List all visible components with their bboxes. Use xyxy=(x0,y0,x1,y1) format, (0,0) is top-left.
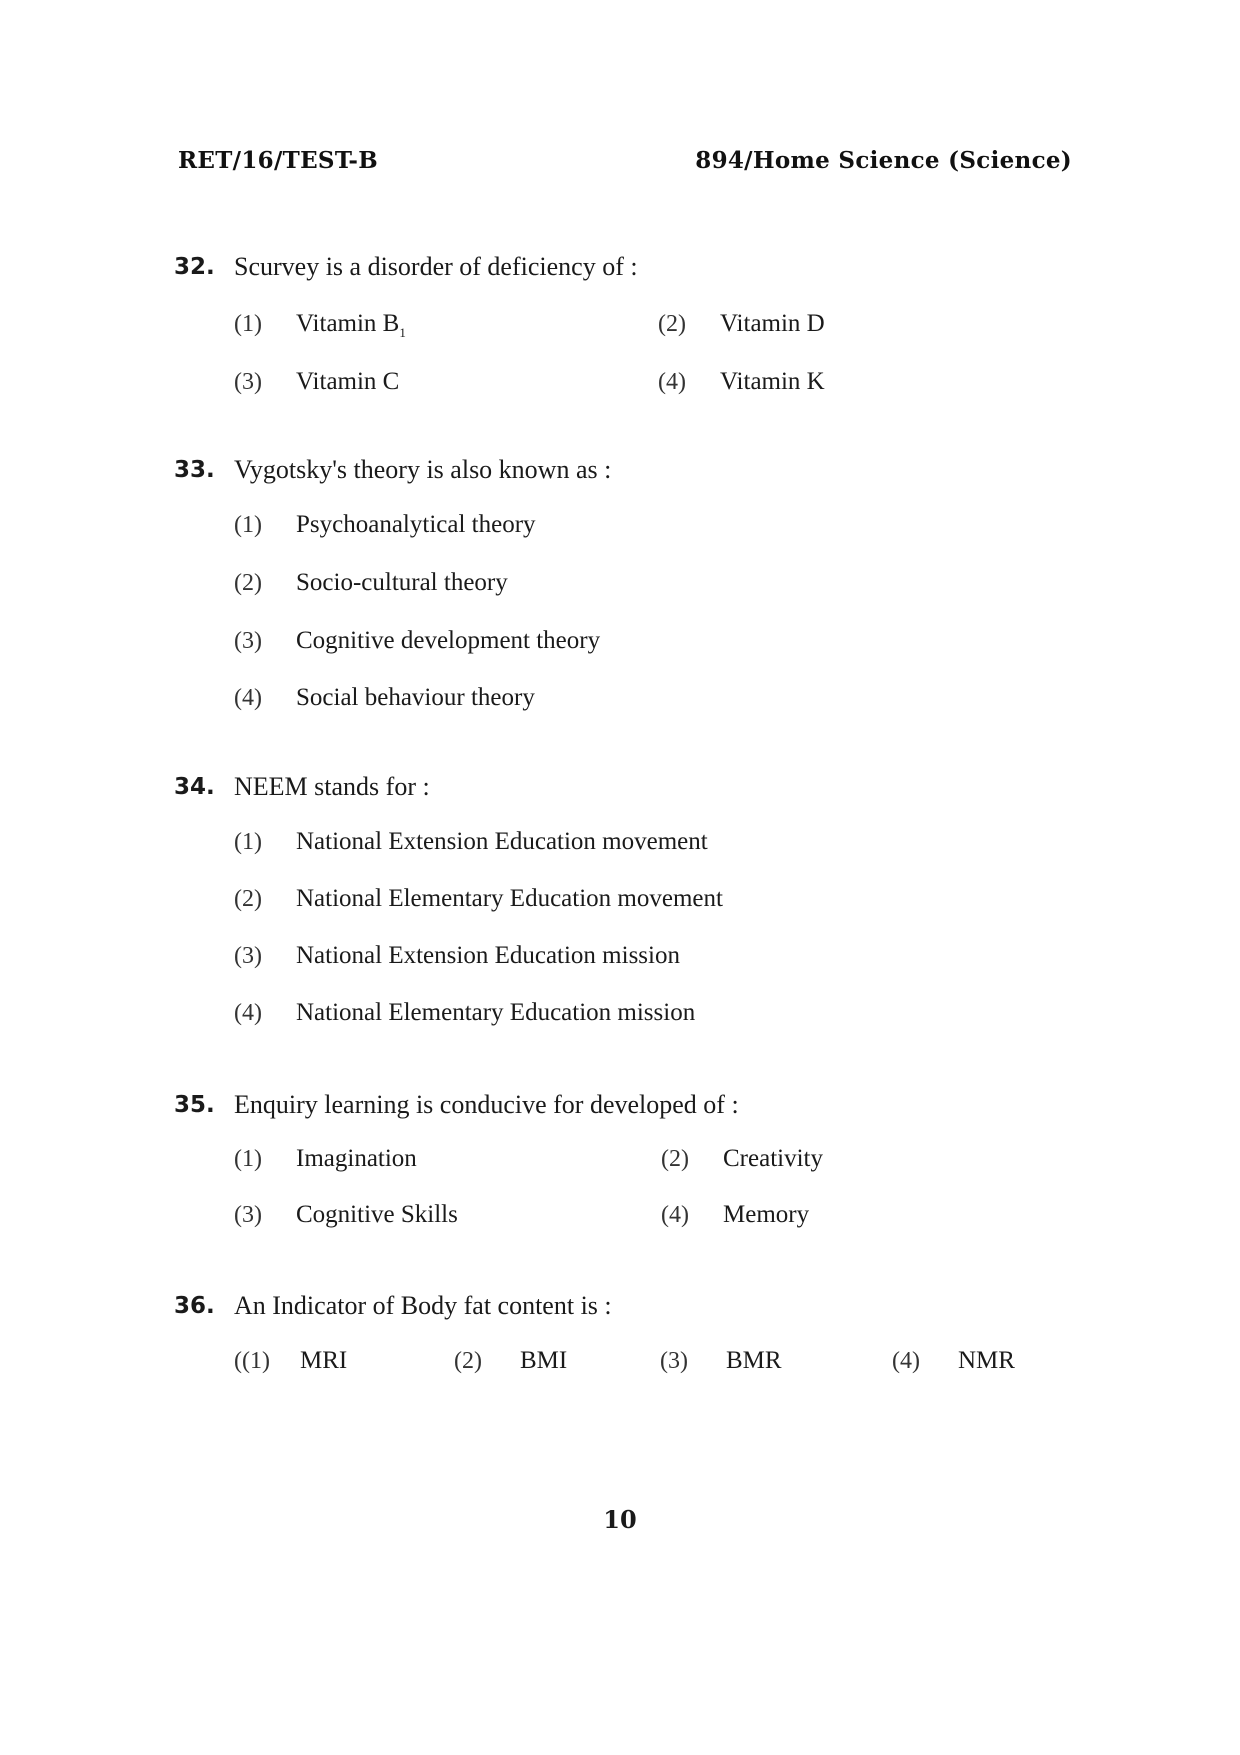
option-number: (3) xyxy=(234,1202,262,1228)
option-text: Creativity xyxy=(723,1145,823,1172)
option-text: National Extension Education mission xyxy=(296,942,680,969)
option-2 xyxy=(234,882,723,916)
option-1 xyxy=(234,1142,417,1176)
option-number: (3) xyxy=(234,943,262,969)
option-2 xyxy=(661,1142,823,1176)
option-number: (2) xyxy=(661,1146,689,1172)
option-2 xyxy=(234,566,508,600)
option-text: Social behaviour theory xyxy=(296,684,535,711)
option-text: Socio-cultural theory xyxy=(296,569,508,596)
option-number: (1) xyxy=(234,829,262,855)
option-number: (1) xyxy=(234,512,262,538)
option-number: (3) xyxy=(234,369,262,395)
option-number: (4) xyxy=(892,1348,920,1374)
question-text: Vygotsky's theory is also known as : xyxy=(234,455,612,484)
option-3 xyxy=(660,1344,782,1378)
option-3 xyxy=(234,365,399,399)
option-text: National Elementary Education mission xyxy=(296,999,696,1026)
option-number: (4) xyxy=(234,685,262,711)
option-3 xyxy=(234,624,600,658)
subject-title: 894/Home Science (Science) xyxy=(695,147,1072,174)
option-1 xyxy=(234,1344,347,1378)
option-4 xyxy=(658,365,825,399)
option-text: MRI xyxy=(300,1347,348,1374)
option-1 xyxy=(234,825,708,859)
option-1 xyxy=(234,508,536,542)
option-number: (4) xyxy=(661,1202,689,1228)
option-text: Cognitive development theory xyxy=(296,627,601,654)
question-text: An Indicator of Body fat content is : xyxy=(234,1291,612,1320)
question-number: 34. xyxy=(174,774,215,800)
question-number: 36. xyxy=(174,1293,215,1319)
page-number: 10 xyxy=(603,1505,637,1534)
question-text: Enquiry learning is conducive for developed of : xyxy=(234,1090,739,1119)
option-4 xyxy=(234,996,695,1030)
option-2 xyxy=(454,1344,567,1378)
option-number: ((1) xyxy=(234,1348,270,1374)
option-text: Vitamin C xyxy=(296,368,400,395)
option-number: (2) xyxy=(234,886,262,912)
option-text: National Extension Education movement xyxy=(296,828,708,855)
exam-code: RET/16/TEST-B xyxy=(178,147,379,174)
option-number: (1) xyxy=(234,1146,262,1172)
option-text: Vitamin K xyxy=(720,368,825,395)
question-text: Scurvey is a disorder of deficiency of : xyxy=(234,252,638,281)
option-4 xyxy=(892,1344,1015,1378)
option-text: Vitamin B xyxy=(296,310,400,337)
option-text: Psychoanalytical theory xyxy=(296,511,536,538)
option-number: (2) xyxy=(658,311,686,337)
question-32 xyxy=(174,247,1074,395)
option-number: (4) xyxy=(234,1000,262,1026)
option-1 xyxy=(234,307,406,350)
option-subscript: 1 xyxy=(399,325,406,340)
option-number: (2) xyxy=(454,1348,482,1374)
option-text: National Elementary Education movement xyxy=(296,885,723,912)
option-3 xyxy=(234,1198,458,1232)
option-number: (3) xyxy=(234,628,262,654)
question-text: NEEM stands for : xyxy=(234,772,430,801)
option-text: NMR xyxy=(958,1347,1015,1374)
question-number: 35. xyxy=(174,1092,215,1118)
option-4 xyxy=(234,681,535,715)
option-text: BMI xyxy=(520,1347,568,1374)
option-number: (4) xyxy=(658,369,686,395)
option-text: Vitamin D xyxy=(720,310,825,337)
question-number: 32. xyxy=(174,254,215,280)
option-text: BMR xyxy=(726,1347,782,1374)
question-36 xyxy=(174,1286,1074,1374)
question-33 xyxy=(174,450,1074,711)
option-4 xyxy=(661,1198,809,1232)
option-3 xyxy=(234,939,680,973)
question-34 xyxy=(174,767,1074,1026)
option-number: (3) xyxy=(660,1348,688,1374)
question-number: 33. xyxy=(174,457,215,483)
option-text: Memory xyxy=(723,1201,810,1228)
option-text: Imagination xyxy=(296,1145,417,1172)
option-2 xyxy=(658,307,825,341)
option-number: (1) xyxy=(234,311,262,337)
option-number: (2) xyxy=(234,570,262,596)
question-35 xyxy=(174,1085,1074,1228)
option-text: Cognitive Skills xyxy=(296,1201,458,1228)
